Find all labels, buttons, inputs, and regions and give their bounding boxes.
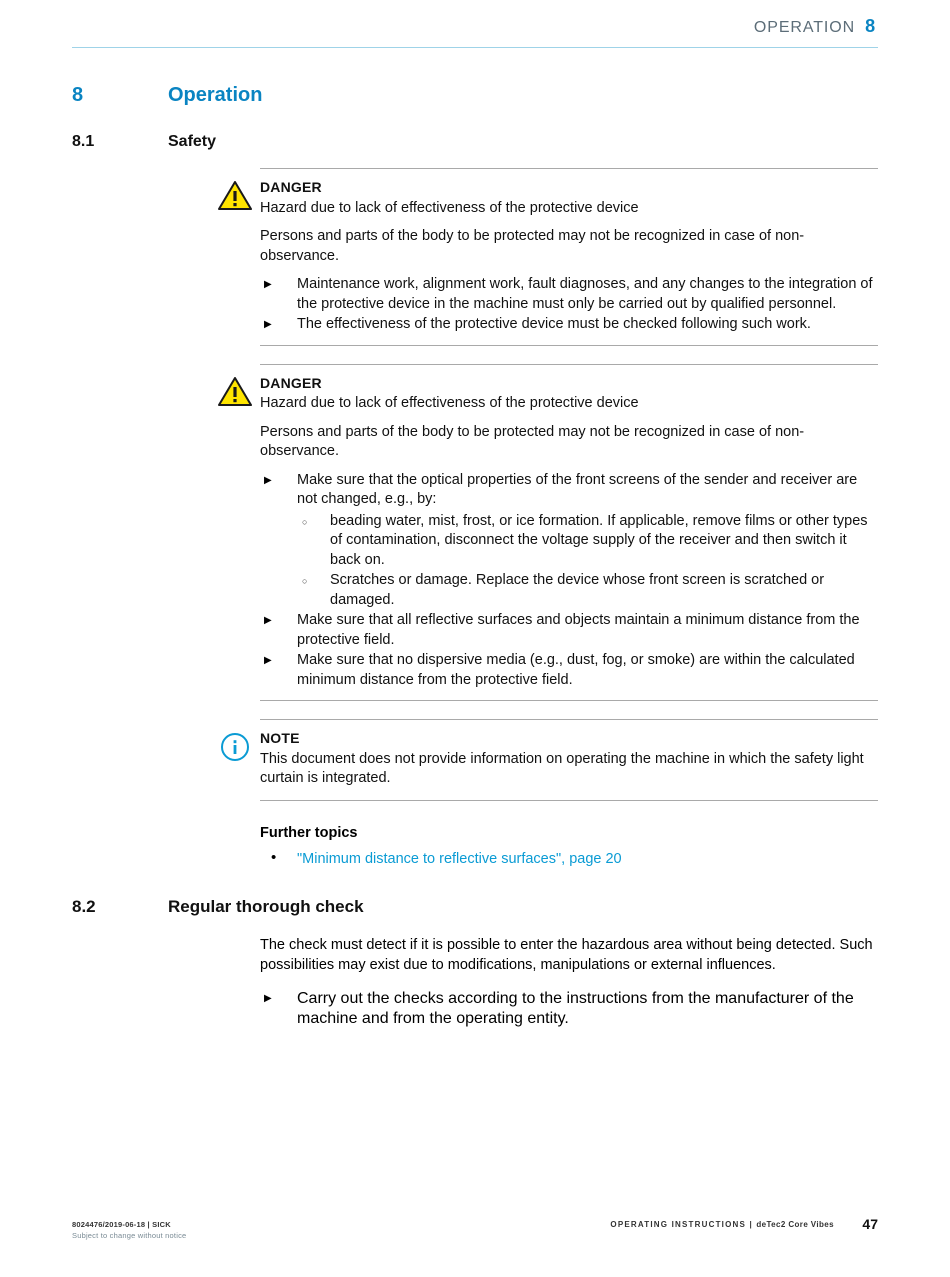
header-title-row [72,16,878,37]
regular-check-content [260,936,878,1029]
chapter-title: Operation [168,84,263,106]
danger-box-1-body [260,178,878,335]
header-chapter-label: OPERATION [753,19,856,36]
info-circle-icon [218,732,252,762]
chapter-number: 8 [72,84,84,106]
section-heading-regular-check [72,897,878,917]
note-box [260,719,878,801]
footer-separator: | [749,1220,753,1229]
section-number-regular-check: 8.2 [72,897,96,916]
list-item: ○ beading water, mist, frost, or ice formation. If applicable, remove films or other types of contamination, disconnect the voltage supply of the receiver and then switch it back on. [297,512,878,571]
note-box-body [260,729,878,789]
danger-box-2-sub: Persons and parts of the body to be protected may not be recognized in case of non-observance. [260,423,805,459]
list-item: ▶ Maintenance work, alignment work, fault diagnoses, and any changes to the integration of the protective device in the machine must only be carried out by qualified personnel. [260,275,878,314]
note-box-lead: This document does not provide information on operating the machine in which the safety light curtain is integrated. [260,750,864,786]
list-item: ○ Scratches or damage. Replace the device whose front screen is scratched or damaged. [297,571,878,610]
section-title-regular-check: Regular thorough check [168,897,364,916]
danger-box-2-label: DANGER [260,374,322,391]
footer-doc-number: 8024476/2019-06-18 | SICK [72,1220,171,1229]
warning-triangle-icon [218,376,252,406]
footer-doc-type-label: OPERATING INSTRUCTIONS [610,1220,747,1229]
danger-box-2-lead: Hazard due to lack of effectiveness of the protective device [260,395,639,411]
footer-page-number: 47 [862,1216,878,1232]
warning-triangle-icon [218,180,252,210]
further-topics-link[interactable]: "Minimum distance to reflective surfaces", page 20 [297,850,622,867]
list-item: ▶ Carry out the checks according to the instructions from the manufacturer of the machine and from the operating entity. [260,989,878,1028]
list-item: ▶ Make sure that all reflective surfaces and objects maintain a minimum distance from the protective field. [260,611,878,650]
chapter-heading [72,84,878,107]
danger-box-1-list [260,275,878,335]
regular-check-paragraph: The check must detect if it is possible to enter the hazardous area without being detected. Such possibilities may exist due to modifications, manipulations or external influences. [260,937,873,973]
danger-box-2-sublist [297,512,878,611]
danger-box-1-label: DANGER [260,179,322,195]
further-topics-list [260,849,878,869]
list-item: ▶ The effectiveness of the protective device must be checked following such work. [260,315,878,335]
list-item: ▶ Make sure that no dispersive media (e.g., dust, fog, or smoke) are within the calculated minimum distance from the protective field. [260,651,878,690]
section-number-safety: 8.1 [72,133,95,150]
list-item-text: Make sure that the optical properties of the front screens of the sender and receiver are not changed, e.g., by: [297,471,858,507]
list-item [260,471,878,611]
danger-box-2-body [260,374,878,691]
list-item [260,849,878,869]
further-topics-title: Further topics [260,824,358,841]
danger-box-1-lead: Hazard due to lack of effectiveness of the protective device [260,199,639,216]
section-title-safety: Safety [168,133,217,150]
footer-product-name: deTec2 Core Vibes [756,1220,834,1229]
danger-box-1 [260,168,878,346]
regular-check-list [260,989,878,1028]
safety-content [260,168,878,869]
footer-disclaimer: Subject to change without notice [72,1231,187,1240]
footer-doc-type [610,1220,834,1229]
footer-document-id [72,1219,186,1241]
section-heading-safety [72,133,878,151]
header-chapter-number: 8 [865,16,876,36]
header-divider [72,47,878,48]
danger-box-2-list [260,471,878,691]
page-header [72,16,878,56]
danger-box-2 [260,364,878,702]
note-box-label: NOTE [260,730,300,746]
page-footer [72,1216,878,1253]
danger-box-1-sub: Persons and parts of the body to be protected may not be recognized in case of non-observance. [260,228,805,264]
